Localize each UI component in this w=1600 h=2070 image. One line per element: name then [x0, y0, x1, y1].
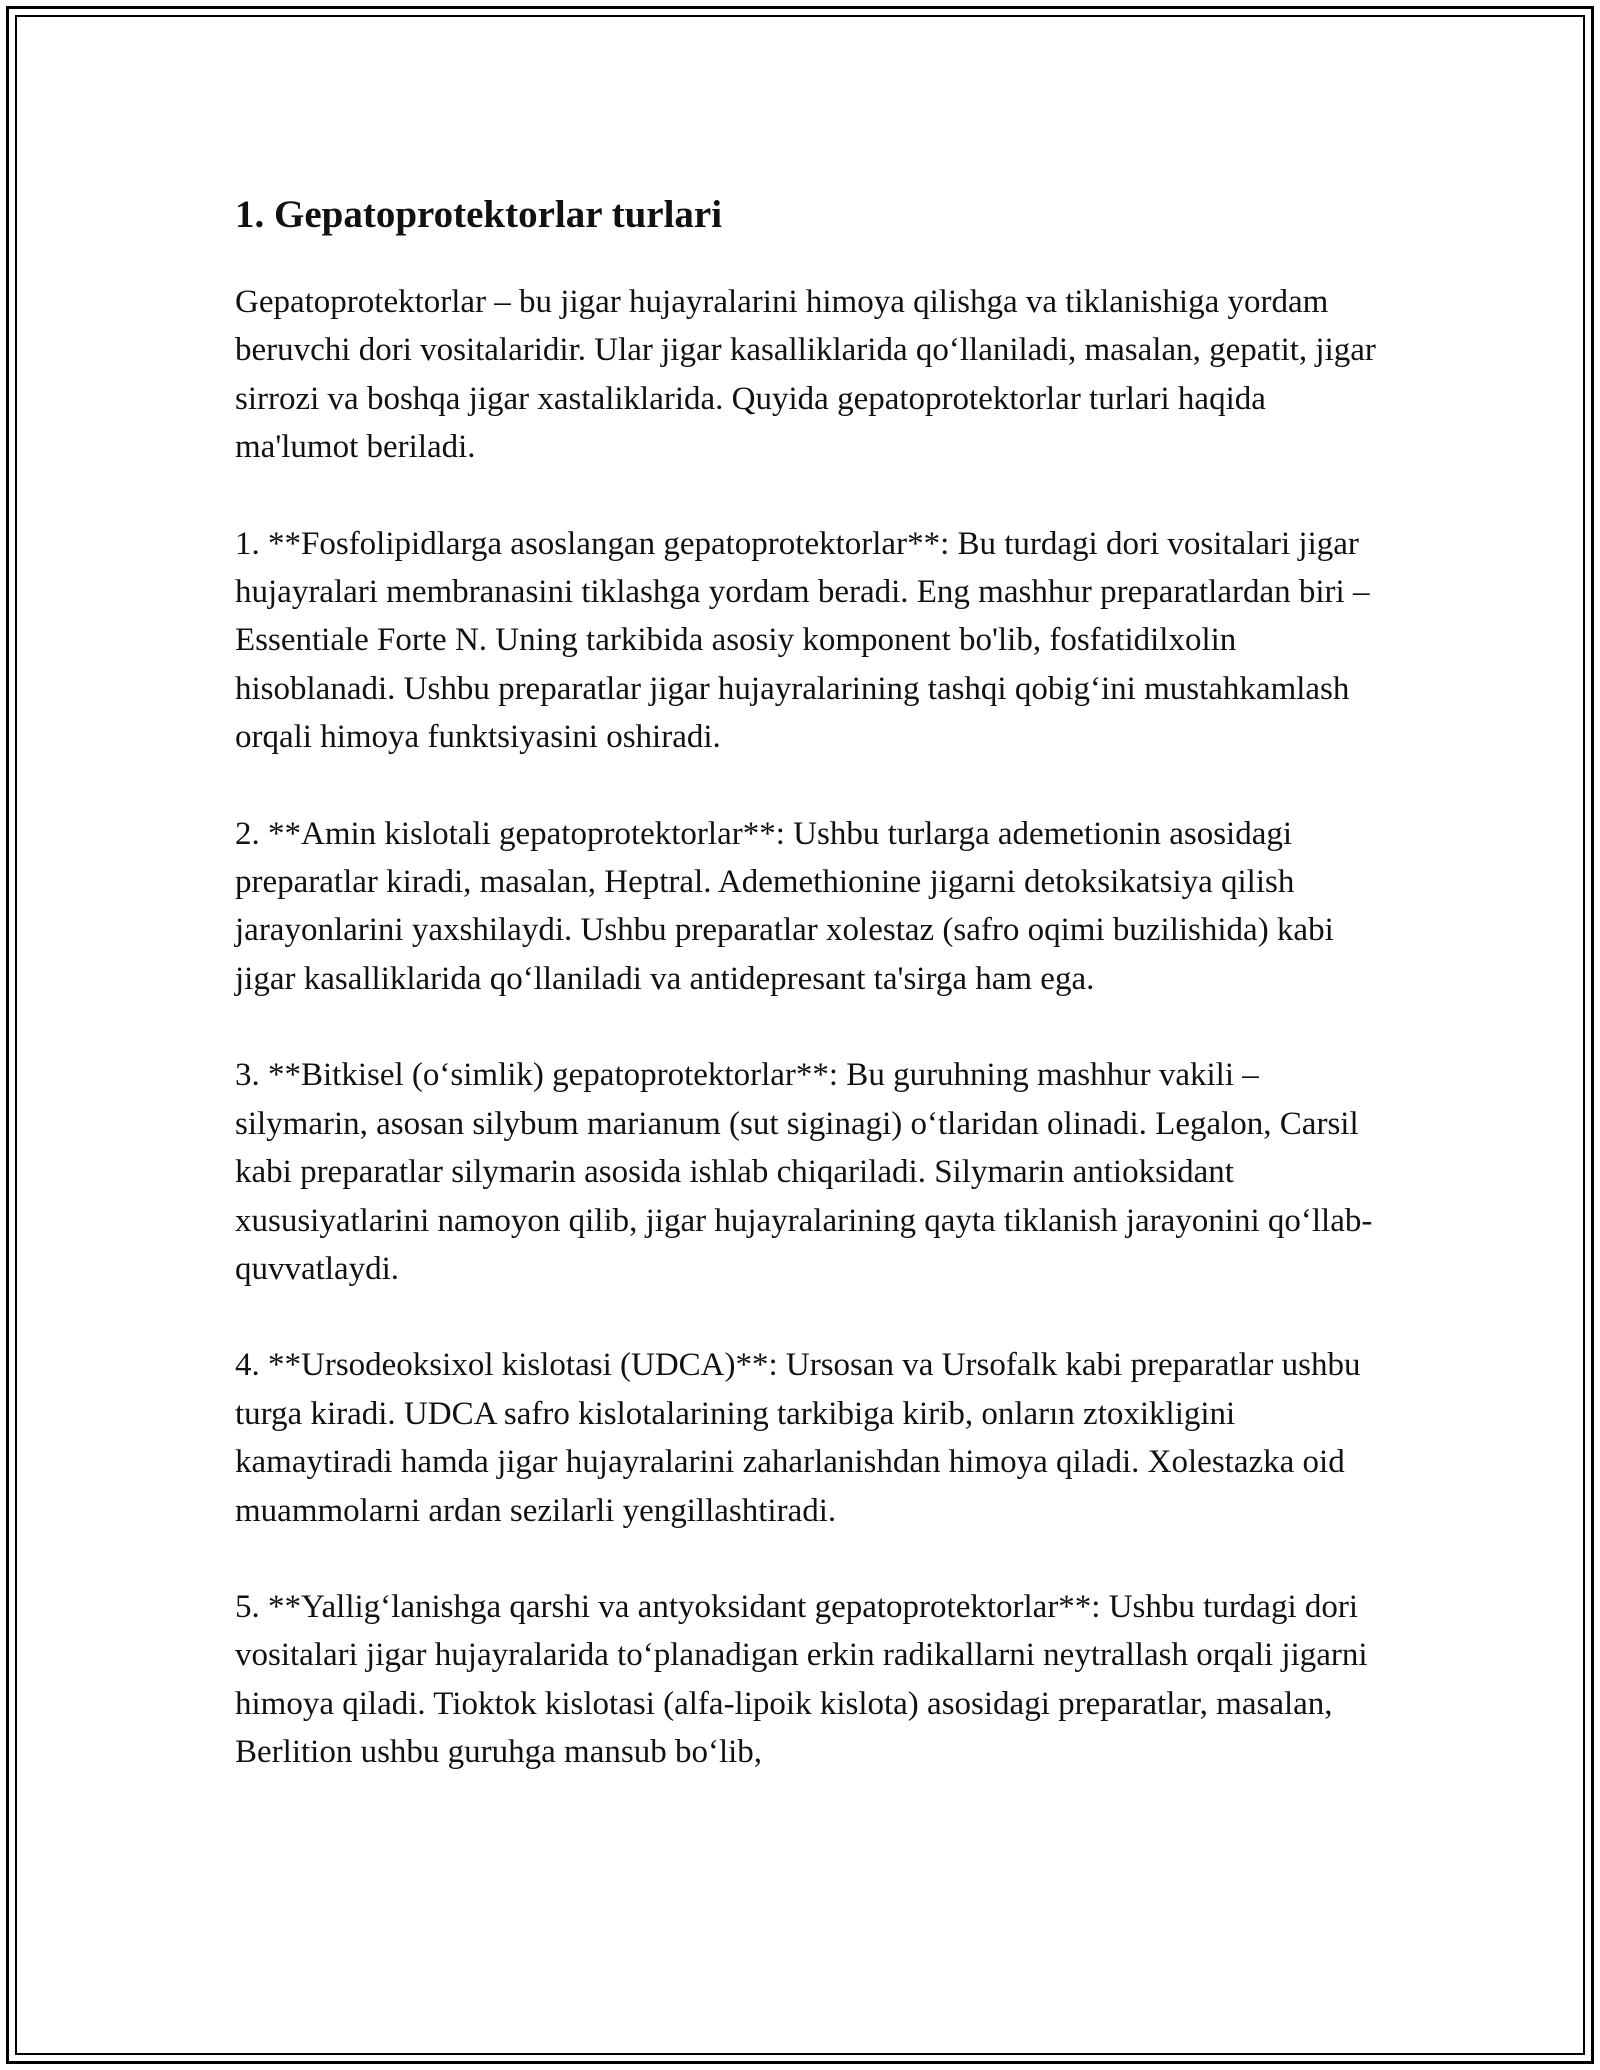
list-item-2-paragraph: 2. **Amin kislotali gepatoprotektorlar**: Ushbu turlarga ademetionin asosidagi preparatlar kiradi, masalan, Heptral. Ademethionine jigarni detoksikatsiya qilish jarayonlarini yaxshilaydi. Ushbu preparatlar xolestaz (safro oqimi buzilishida) kabi jigar kasalliklarida qo‘llaniladi va antidepresant ta'sirga ham ega.	[235, 815, 1334, 997]
document-body	[235, 180, 1385, 1825]
document-title: 1. Gepatoprotektorlar turlari	[235, 193, 723, 236]
list-item-1-paragraph: 1. **Fosfolipidlarga asoslangan gepatoprotektorlar**: Bu turdagi dori vositalari jigar hujayralari membranasini tiklashga yordam beradi. Eng mashhur preparatlardan biri – Essentiale Forte N. Uning tarkibida asosiy komponent bo'lib, fosfatidilxolin hisoblanadi. Ushbu preparatlar jigar hujayralarining tashqi qobig‘ini mustahkamlash orqali himoya funktsiyasini oshiradi.	[235, 525, 1370, 756]
list-item-5-paragraph: 5. **Yallig‘lanishga qarshi va antyoksidant gepatoprotektorlar**: Ushbu turdagi dori vositalari jigar hujayralarida to‘planadigan erkin radikallarni neytrallash orqali jigarni himoya qiladi. Tioktok kislotasi (alfa-lipoik kislota) asosidagi preparatlar, masalan, Berlition ushbu guruhga mansub bo‘lib,	[235, 1588, 1368, 1771]
list-item-3-paragraph: 3. **Bitkisel (o‘simlik) gepatoprotektorlar**: Bu guruhning mashhur vakili – silymarin, asosan silybum marianum (sut siginagi) o‘tlaridan olinadi. Legalon, Carsil kabi preparatlar silymarin asosida ishlab chiqariladi. Silymarin antioksidant xususiyatlarini namoyon qilib, jigar hujayralarining qayta tiklanish jarayonini qo‘llab-quvvatlaydi.	[235, 1057, 1373, 1287]
intro-paragraph: Gepatoprotektorlar – bu jigar hujayralarini himoya qilishga va tiklanishiga yordam beruvchi dori vositalaridir. Ular jigar kasalliklarida qo‘llaniladi, masalan, gepatit, jigar sirrozi va boshqa jigar xastaliklarida. Quyida gepatoprotektorlar turlari haqida ma'lumot beriladi.	[235, 284, 1376, 466]
list-item-4-paragraph: 4. **Ursodeoksixol kislotasi (UDCA)**: Ursosan va Ursofalk kabi preparatlar ushbu turga kiradi. UDCA safro kislotalarining tarkibiga kirib, onların ztoxikligini kamaytiradi hamda jigar hujayralarini zaharlanishdan himoya qiladi. Xolestazka oid muammolarni ardan sezilarli yengillashtiradi.	[235, 1347, 1361, 1529]
